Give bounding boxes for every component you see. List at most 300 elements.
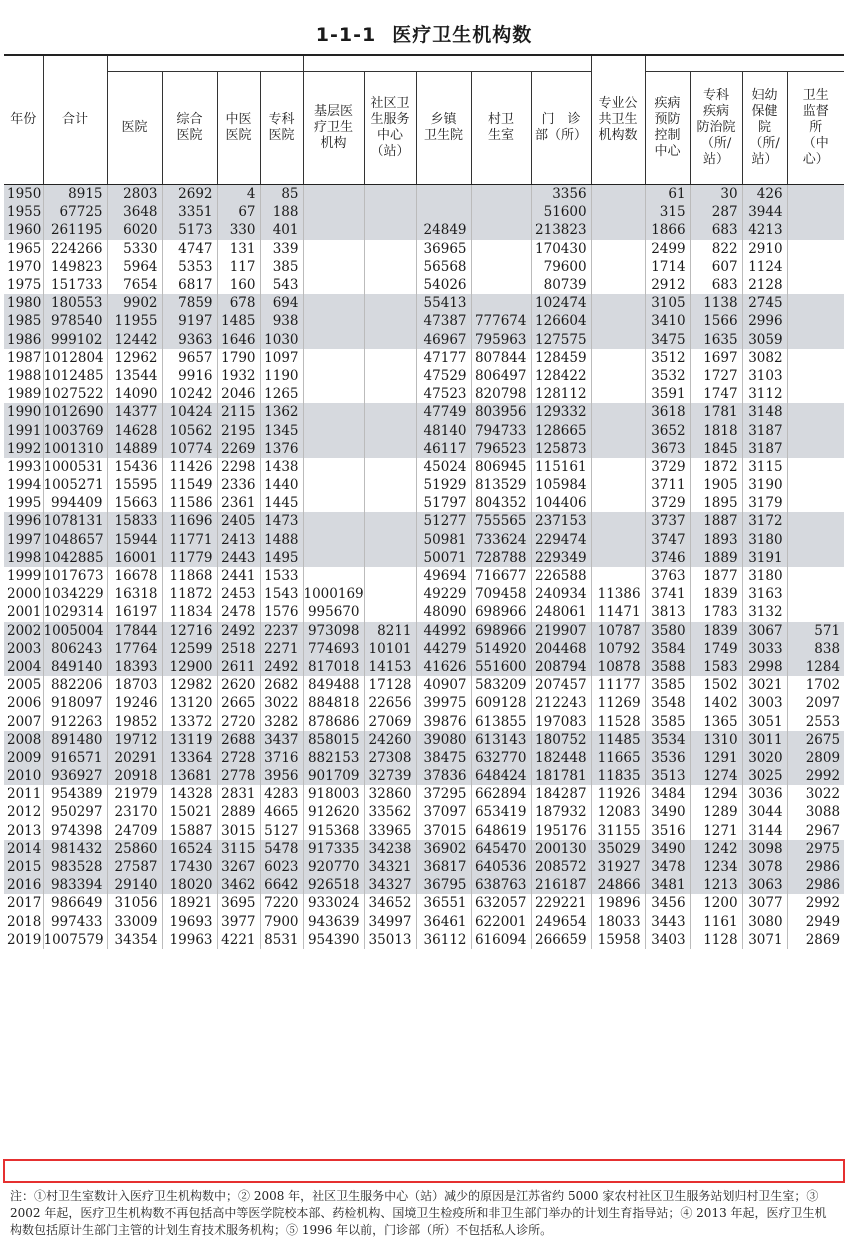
value-cell: 36112 [416, 931, 471, 949]
value-cell: 34354 [107, 931, 162, 949]
header-cdc: 疾病 预防 控制 中心 [645, 72, 690, 185]
value-cell: 35013 [364, 931, 416, 949]
value-cell [364, 258, 416, 276]
value-cell: 266659 [531, 931, 591, 949]
value-cell: 12900 [162, 658, 217, 676]
table-row [4, 803, 844, 821]
header-grassroots: 基层医 疗卫生 机构 [303, 72, 364, 185]
value-cell: 47529 [416, 367, 471, 385]
value-cell [471, 221, 531, 239]
value-cell: 997433 [43, 913, 107, 931]
value-cell: 200130 [531, 840, 591, 858]
value-cell: 24866 [591, 876, 645, 894]
value-cell: 2831 [217, 785, 260, 803]
table-row [4, 312, 844, 330]
value-cell [364, 549, 416, 567]
value-cell: 208794 [531, 658, 591, 676]
value-cell: 4665 [260, 803, 303, 821]
value-cell: 11386 [591, 585, 645, 603]
value-cell: 3977 [217, 913, 260, 931]
value-cell: 18393 [107, 658, 162, 676]
table-row [4, 894, 844, 912]
value-cell: 912620 [303, 803, 364, 821]
value-cell: 48140 [416, 421, 471, 439]
value-cell [787, 203, 844, 221]
value-cell: 733624 [471, 531, 531, 549]
value-cell: 9902 [107, 294, 162, 312]
value-cell [303, 349, 364, 367]
year-cell: 1987 [7, 349, 42, 366]
value-cell: 3191 [742, 549, 787, 567]
header-specialty-hospital: 专科 医院 [260, 72, 303, 185]
value-cell: 10787 [591, 622, 645, 640]
value-cell: 13544 [107, 367, 162, 385]
value-cell: 938 [260, 312, 303, 330]
value-cell: 3020 [742, 749, 787, 767]
year-cell: 1997 [4, 531, 43, 549]
value-cell: 2611 [217, 658, 260, 676]
value-cell: 1783 [690, 603, 742, 621]
value-cell [364, 531, 416, 549]
value-cell: 9197 [162, 312, 217, 330]
year-cell: 2015 [4, 858, 43, 876]
value-cell: 1895 [690, 494, 742, 512]
value-cell: 882206 [43, 676, 107, 694]
value-cell: 2478 [217, 603, 260, 621]
value-cell: 3103 [742, 367, 787, 385]
year-cell: 2007 [7, 713, 42, 730]
value-cell: 891480 [43, 731, 107, 749]
value-cell: 3115 [217, 840, 260, 858]
value-cell: 755565 [471, 512, 531, 530]
value-cell: 13681 [162, 767, 217, 785]
value-cell [591, 221, 645, 239]
table-title: 医疗卫生机构数 [392, 24, 533, 46]
value-cell: 878686 [303, 712, 364, 730]
value-cell [303, 403, 364, 421]
year-cell: 2017 [7, 895, 42, 912]
value-cell: 950297 [43, 803, 107, 821]
value-cell [303, 385, 364, 403]
value-cell: 3410 [645, 312, 690, 330]
value-cell: 3580 [645, 622, 690, 640]
value-cell: 45024 [416, 458, 471, 476]
value-cell: 12083 [591, 803, 645, 821]
value-cell: 204468 [531, 640, 591, 658]
value-cell: 54026 [416, 276, 471, 294]
value-cell: 794733 [471, 421, 531, 439]
value-cell: 15944 [107, 531, 162, 549]
value-cell: 50981 [416, 531, 471, 549]
value-cell: 3082 [742, 349, 787, 367]
value-cell: 806243 [43, 640, 107, 658]
value-cell: 3747 [645, 531, 690, 549]
value-cell: 1128 [690, 931, 742, 949]
value-cell: 15595 [107, 476, 162, 494]
value-cell: 1012690 [43, 403, 107, 421]
value-cell: 1001310 [43, 440, 107, 458]
value-cell: 3478 [645, 858, 690, 876]
value-cell [787, 603, 844, 621]
value-cell: 1213 [690, 876, 742, 894]
value-cell: 226588 [531, 567, 591, 585]
value-cell [364, 585, 416, 603]
value-cell: 3078 [742, 858, 787, 876]
value-cell: 197083 [531, 712, 591, 730]
value-cell: 2803 [107, 185, 162, 204]
value-cell: 51277 [416, 512, 471, 530]
value-cell: 3462 [217, 876, 260, 894]
value-cell: 6023 [260, 858, 303, 876]
table-row [4, 403, 844, 421]
value-cell [591, 203, 645, 221]
value-cell: 105984 [531, 476, 591, 494]
value-cell: 2046 [217, 385, 260, 403]
year-cell: 2010 [4, 767, 43, 785]
value-cell [364, 203, 416, 221]
institutions-table [4, 54, 844, 949]
value-cell: 2998 [742, 658, 787, 676]
year-cell: 1985 [4, 312, 43, 330]
value-cell: 36965 [416, 240, 471, 258]
highlight-box-2019 [3, 1159, 845, 1183]
value-cell: 1345 [260, 421, 303, 439]
value-cell: 44279 [416, 640, 471, 658]
value-cell: 16524 [162, 840, 217, 858]
value-cell: 1818 [690, 421, 742, 439]
value-cell: 37295 [416, 785, 471, 803]
value-cell: 38475 [416, 749, 471, 767]
header-grassroots-group [303, 55, 591, 72]
value-cell: 954390 [303, 931, 364, 949]
value-cell: 716677 [471, 567, 531, 585]
value-cell [303, 494, 364, 512]
year-cell: 1998 [4, 549, 43, 567]
value-cell: 55413 [416, 294, 471, 312]
value-cell: 3729 [645, 494, 690, 512]
value-cell: 11834 [162, 603, 217, 621]
value-cell: 33009 [107, 913, 162, 931]
value-cell: 1124 [742, 258, 787, 276]
value-cell: 1727 [690, 367, 742, 385]
year-cell: 2014 [4, 840, 43, 858]
value-cell: 954389 [43, 785, 107, 803]
value-cell: 10562 [162, 421, 217, 439]
value-cell [471, 240, 531, 258]
value-cell: 2620 [217, 676, 260, 694]
value-cell: 4283 [260, 785, 303, 803]
value-cell: 15833 [107, 512, 162, 530]
table-row [4, 185, 844, 204]
value-cell [591, 331, 645, 349]
value-cell [364, 294, 416, 312]
value-cell [591, 440, 645, 458]
value-cell [364, 185, 416, 204]
value-cell: 638763 [471, 876, 531, 894]
value-cell: 3180 [742, 567, 787, 585]
table-row [4, 749, 844, 767]
value-cell: 401 [260, 221, 303, 239]
value-cell: 10242 [162, 385, 217, 403]
value-cell: 2195 [217, 421, 260, 439]
value-cell: 1781 [690, 403, 742, 421]
value-cell: 37097 [416, 803, 471, 821]
header-community-center: 社区卫 生服务 中心 （站） [364, 72, 416, 185]
value-cell: 622001 [471, 913, 531, 931]
value-cell: 3437 [260, 731, 303, 749]
value-cell: 3532 [645, 367, 690, 385]
value-cell: 978540 [43, 312, 107, 330]
value-cell: 180553 [43, 294, 107, 312]
year-cell: 1980 [4, 294, 43, 312]
value-cell: 216187 [531, 876, 591, 894]
table-row [4, 640, 844, 658]
page-title [0, 20, 848, 47]
table-row [4, 822, 844, 840]
value-cell: 3036 [742, 785, 787, 803]
table-row [4, 276, 844, 294]
value-cell: 129332 [531, 403, 591, 421]
value-cell: 1839 [690, 622, 742, 640]
value-cell: 1000169 [303, 586, 364, 603]
header-year: 年份 [4, 55, 43, 185]
value-cell: 543 [260, 276, 303, 294]
value-cell: 1029314 [43, 603, 107, 621]
value-cell: 3443 [645, 913, 690, 931]
value-cell: 1007579 [43, 931, 107, 949]
value-cell: 8211 [364, 622, 416, 640]
value-cell: 9363 [162, 331, 217, 349]
value-cell: 2665 [217, 694, 260, 712]
value-cell: 3534 [645, 731, 690, 749]
value-cell: 2910 [742, 240, 787, 258]
value-cell: 983528 [43, 858, 107, 876]
value-cell: 3956 [260, 767, 303, 785]
value-cell [591, 276, 645, 294]
value-cell [303, 549, 364, 567]
value-cell: 1790 [217, 349, 260, 367]
value-cell: 19896 [591, 894, 645, 912]
value-cell: 3022 [787, 785, 844, 803]
header-outpatient: 门 诊 部（所） [531, 72, 591, 185]
value-cell: 3741 [645, 585, 690, 603]
table-row [4, 858, 844, 876]
value-cell: 613143 [471, 731, 531, 749]
value-cell: 5964 [107, 258, 162, 276]
value-cell: 4 [217, 185, 260, 204]
value-cell [364, 331, 416, 349]
value-cell [787, 567, 844, 585]
value-cell: 999102 [43, 331, 107, 349]
value-cell: 3148 [742, 403, 787, 421]
value-cell [303, 567, 364, 585]
table-row [4, 331, 844, 349]
value-cell: 2992 [787, 767, 844, 785]
value-cell: 6020 [107, 221, 162, 239]
value-cell: 3088 [787, 803, 844, 821]
value-cell: 2443 [217, 549, 260, 567]
value-cell: 1310 [690, 731, 742, 749]
value-cell: 14889 [107, 440, 162, 458]
value-cell: 943639 [303, 913, 364, 931]
value-cell [364, 221, 416, 239]
value-cell: 128422 [531, 367, 591, 385]
value-cell: 662894 [471, 785, 531, 803]
value-cell: 2298 [217, 458, 260, 476]
value-cell: 1839 [690, 585, 742, 603]
value-cell: 35029 [591, 840, 645, 858]
value-cell: 2996 [742, 312, 787, 330]
value-cell: 1488 [260, 531, 303, 549]
header-tcm-hospital: 中医 医院 [217, 72, 260, 185]
value-cell: 17430 [162, 858, 217, 876]
value-cell [787, 367, 844, 385]
value-cell: 56568 [416, 258, 471, 276]
value-cell [364, 367, 416, 385]
value-cell [364, 458, 416, 476]
value-cell: 807844 [471, 349, 531, 367]
year-cell: 1960 [4, 221, 43, 239]
value-cell [591, 294, 645, 312]
value-cell: 47177 [416, 349, 471, 367]
value-cell: 22656 [364, 694, 416, 712]
table-row [4, 767, 844, 785]
value-cell: 31056 [107, 894, 162, 912]
value-cell: 1190 [260, 367, 303, 385]
value-cell: 23170 [107, 803, 162, 821]
year-cell: 1950 [4, 185, 43, 204]
value-cell: 248061 [531, 603, 591, 621]
year-cell: 2019 [7, 931, 42, 948]
value-cell: 3063 [742, 876, 787, 894]
value-cell: 3403 [645, 931, 690, 949]
value-cell [787, 549, 844, 567]
value-cell: 131 [217, 240, 260, 258]
value-cell: 583209 [471, 676, 531, 694]
value-cell: 916571 [43, 749, 107, 767]
year-cell: 2006 [7, 695, 42, 712]
value-cell: 2889 [217, 803, 260, 821]
value-cell: 3351 [162, 203, 217, 221]
value-cell: 67 [217, 203, 260, 221]
value-cell [416, 185, 471, 204]
value-cell: 3132 [742, 603, 787, 621]
value-cell: 1566 [690, 312, 742, 330]
value-cell: 1365 [690, 712, 742, 730]
value-cell [364, 240, 416, 258]
value-cell [471, 258, 531, 276]
header-maternal-child: 妇幼 保健 院 （所/ 站） [742, 72, 787, 185]
year-cell: 1991 [4, 421, 43, 439]
value-cell: 1030 [260, 331, 303, 349]
value-cell: 2912 [645, 276, 690, 294]
value-cell: 3585 [645, 712, 690, 730]
value-cell: 2869 [787, 931, 844, 949]
table-row [4, 440, 844, 458]
value-cell: 2809 [787, 749, 844, 767]
value-cell: 1485 [217, 312, 260, 330]
value-cell [303, 185, 364, 204]
value-cell: 14628 [107, 421, 162, 439]
value-cell: 3618 [645, 403, 690, 421]
value-cell: 1440 [260, 476, 303, 494]
value-cell [787, 585, 844, 603]
table-row [4, 622, 844, 640]
value-cell: 2492 [260, 658, 303, 676]
value-cell [787, 403, 844, 421]
value-cell [303, 276, 364, 294]
value-cell: 11485 [591, 731, 645, 749]
value-cell: 3737 [645, 512, 690, 530]
value-cell: 1138 [690, 294, 742, 312]
value-cell [364, 494, 416, 512]
value-cell: 3015 [217, 822, 260, 840]
value-cell: 229474 [531, 531, 591, 549]
value-cell: 237153 [531, 512, 591, 530]
value-cell: 806945 [471, 458, 531, 476]
value-cell: 17764 [107, 640, 162, 658]
value-cell: 51797 [416, 494, 471, 512]
table-row [4, 494, 844, 512]
value-cell: 2986 [787, 876, 844, 894]
value-cell [591, 567, 645, 585]
value-cell: 212243 [531, 694, 591, 712]
value-cell: 7220 [260, 894, 303, 912]
value-cell: 9916 [162, 367, 217, 385]
value-cell: 104406 [531, 494, 591, 512]
value-cell [787, 458, 844, 476]
value-cell: 19963 [162, 931, 217, 949]
value-cell: 125873 [531, 440, 591, 458]
value-cell: 683 [690, 221, 742, 239]
value-cell: 3548 [645, 694, 690, 712]
value-cell: 1200 [690, 894, 742, 912]
value-cell: 2361 [217, 494, 260, 512]
year-cell: 1955 [4, 203, 43, 221]
table-row [4, 294, 844, 312]
value-cell: 115161 [531, 458, 591, 476]
value-cell: 882153 [303, 749, 364, 767]
value-cell: 315 [645, 203, 690, 221]
value-cell: 3021 [742, 676, 787, 694]
value-cell [303, 512, 364, 530]
value-cell: 13120 [162, 694, 217, 712]
value-cell: 1905 [690, 476, 742, 494]
value-cell: 187932 [531, 803, 591, 821]
value-cell [303, 331, 364, 349]
value-cell: 13364 [162, 749, 217, 767]
table-row [4, 458, 844, 476]
value-cell: 10774 [162, 440, 217, 458]
value-cell: 5353 [162, 258, 217, 276]
value-cell: 4213 [742, 221, 787, 239]
value-cell: 34997 [364, 913, 416, 931]
value-cell [364, 512, 416, 530]
value-cell: 34238 [364, 840, 416, 858]
value-cell [591, 240, 645, 258]
value-cell: 3456 [645, 894, 690, 912]
value-cell: 632057 [471, 894, 531, 912]
value-cell: 709458 [471, 585, 531, 603]
value-cell: 3115 [742, 458, 787, 476]
value-cell: 803956 [471, 403, 531, 421]
value-cell [591, 349, 645, 367]
value-cell: 41626 [416, 658, 471, 676]
table-body [4, 185, 844, 949]
value-cell: 2975 [787, 840, 844, 858]
value-cell: 18703 [107, 676, 162, 694]
value-cell [303, 312, 364, 330]
